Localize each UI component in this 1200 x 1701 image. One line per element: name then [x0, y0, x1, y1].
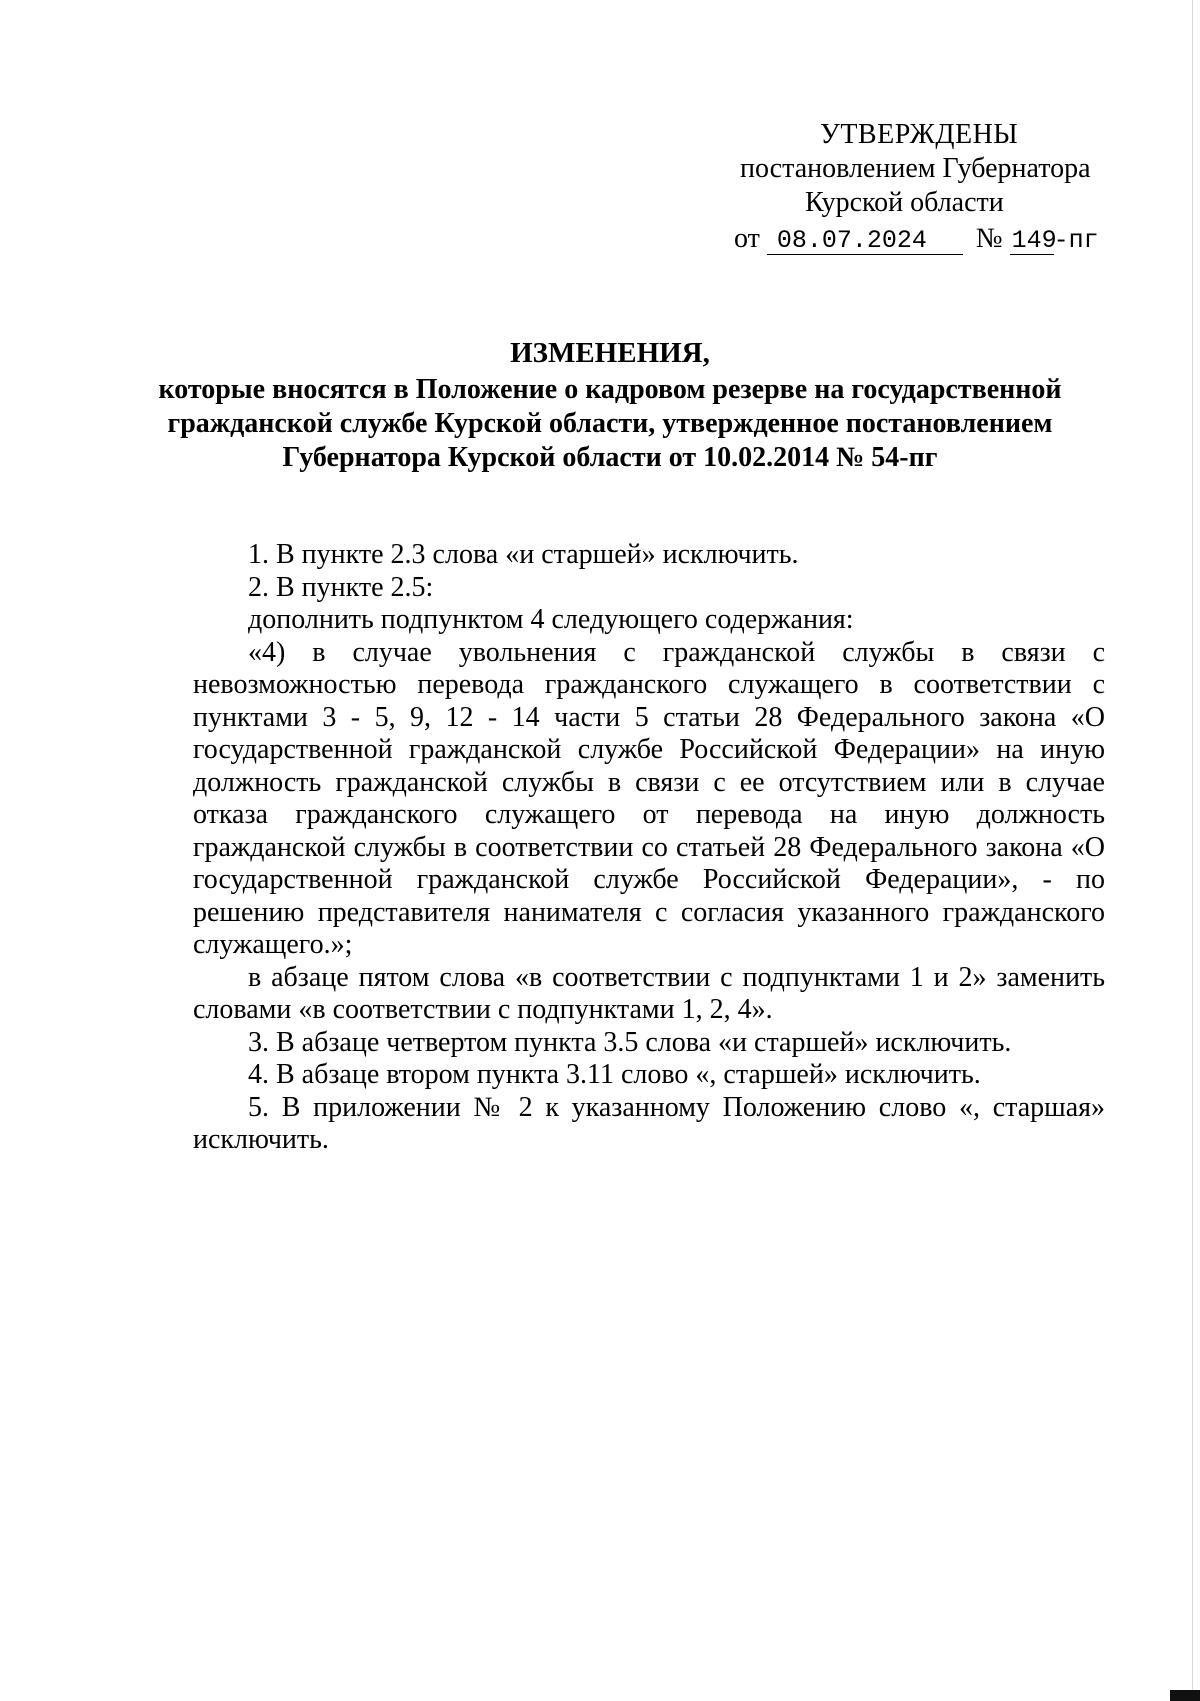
- number-sign: №: [975, 223, 1003, 254]
- decree-number-field: 149: [1011, 226, 1057, 255]
- scan-edge-mark: [1170, 1690, 1200, 1701]
- item-3-paragraph: 3. В абзаце четвертом пункта 3.5 слова «и старшей» исключить.: [248, 1026, 1012, 1058]
- scan-edge-line: [1192, 0, 1193, 1701]
- title-line-3: Губернатора Курской области от 10.02.2014 № 54-пг: [282, 442, 938, 473]
- title-line-2: гражданской службе Курской области, утвержденное постановлением: [167, 408, 1053, 439]
- decree-date-field: 08.07.2024: [767, 228, 963, 255]
- subitem-4-text-paragraph: «4) в случае увольнения с гражданской службы в связи с невозможностью перевода гражданского служащего в соответствии с пунктами 3 - 5, 9, 12 - 14 части 5 статьи 28 Федерального закона «О государственной гражданской службе Российской Федерации» на иную должность гражданской службы в связи с ее отсутствием или в случае отказа гражданского служащего от перевода на иную должность гражданской службы в соответствии со статьей 28 Федерального закона «О государственной гражданской службе Российской Федерации», - по решению представителя нанимателя с согласия указанного гражданского служащего.»;: [193, 636, 1105, 960]
- approval-heading: УТВЕРЖДЕНЫ: [820, 119, 1019, 150]
- document-body: [193, 539, 1105, 1157]
- approval-region: Курской области: [805, 187, 1004, 218]
- item-5-paragraph: 5. В приложении № 2 к указанному Положению слово «, старшая» исключить.: [193, 1091, 1105, 1155]
- decree-number-suffix: -пг: [1053, 226, 1099, 255]
- date-prefix: от: [734, 223, 760, 254]
- title-main: ИЗМЕНЕНИЯ,: [510, 337, 710, 369]
- approval-decree-by: постановлением Губернатора: [740, 153, 1091, 184]
- item-1-paragraph: 1. В пункте 2.3 слова «и старшей» исключить.: [248, 539, 799, 570]
- item-2-fifth-paragraph: в абзаце пятом слова «в соответствии с подпунктами 1 и 2» заменить словами «в соответствии с подпунктами 1, 2, 4».: [193, 961, 1105, 1025]
- approval-date-line: [734, 222, 1099, 258]
- item-2-intro-paragraph: дополнить подпунктом 4 следующего содержания:: [248, 604, 854, 635]
- document-title: [150, 336, 1070, 475]
- item-2-paragraph: 2. В пункте 2.5:: [248, 571, 434, 603]
- item-4-paragraph: 4. В абзаце втором пункта 3.11 слово «, старшей» исключить.: [248, 1059, 981, 1090]
- title-line-1: которые вносятся в Положение о кадровом резерве на государственной: [158, 374, 1062, 405]
